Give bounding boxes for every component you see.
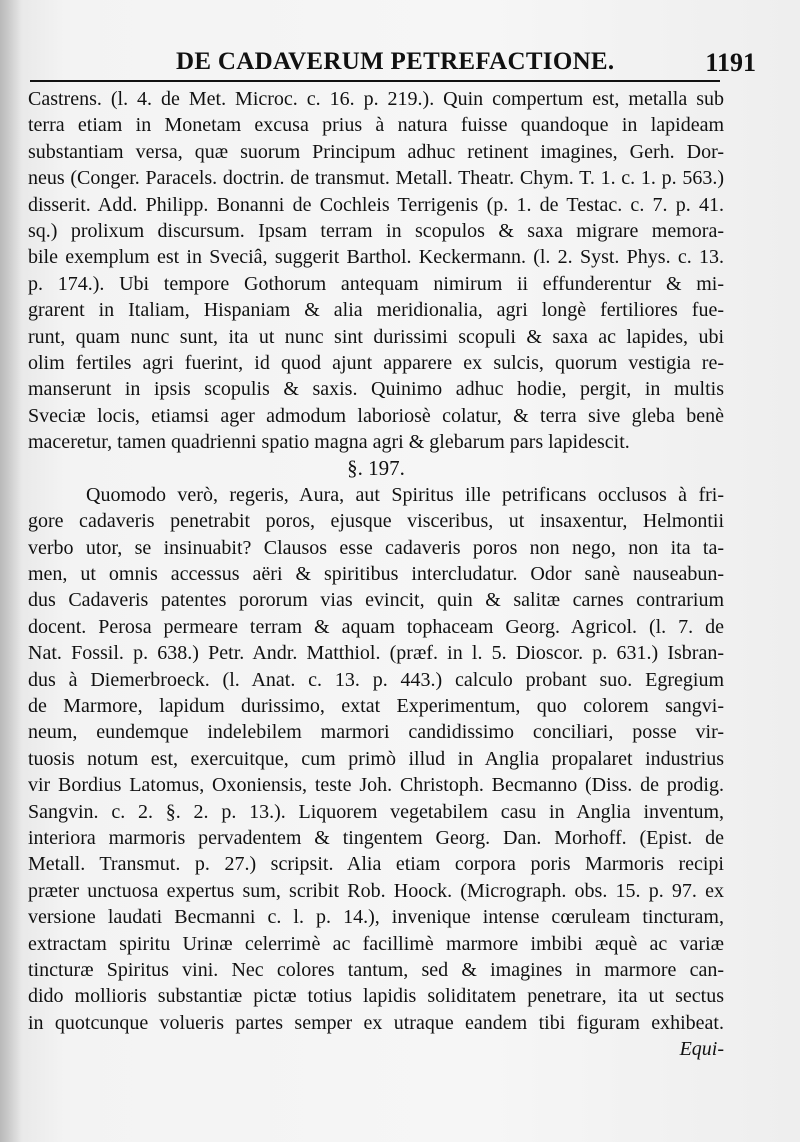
text-line: neus (Conger. Paracels. doctrin. de transmut. Metall. Theatr. Chym. T. 1. c. 1. p. 563.) [28,167,724,190]
text-line: Metall. Transmut. p. 27.) scripsit. Alia etiam corpora poris Marmoris recipi [28,853,724,876]
text-line: manserunt in ipsis scopulis & saxis. Quinimo adhuc hodie, pergit, in multis [28,378,724,401]
text-line: docent. Perosa permeare terram & aquam tophaceam Georg. Agricol. (l. 7. de [28,615,724,638]
text-line: dus Cadaveris patentes pororum vias evincit, quin & salitæ carnes contrarium [28,589,724,612]
text-line: terra etiam in Monetam excusa prius à natura fuisse quandoque in lapideam [28,114,724,137]
text-line: grarent in Italiam, Hispaniam & alia meridionalia, agri longè fertiliores fue- [28,299,724,322]
text-line: vir Bordius Latomus, Oxoniensis, teste Joh. Christoph. Becmanno (Diss. de prodig. [28,774,724,797]
text-line: tuosis notum est, exercuitque, cum primò illud in Anglia propalaret industrius [28,747,724,770]
text-line: men, ut omnis accessus aëri & spiritibus intercludatur. Odor sanè nauseabun- [28,563,724,586]
text-line: versione laudati Becmanni c. l. p. 14.), invenique intense cœruleam tincturam, [28,906,724,929]
text-line: Quomodo verò, regeris, Aura, aut Spiritus ille petrificans occlusos à fri- [86,483,724,506]
text-line: extractam spiritu Urinæ celerrimè ac facillimè marmore imbibi æquè ac variæ [28,932,724,955]
text-line: substantiam versa, quæ suorum Principum adhuc retinent imagines, Gerh. Dor- [28,140,724,163]
text-line: dus à Diemerbroeck. (l. Anat. c. 13. p. 443.) calculo probant suo. Egregium [28,668,724,691]
text-line: Nat. Fossil. p. 638.) Petr. Andr. Matthiol. (præf. in l. 5. Dioscor. p. 631.) Isbran- [28,642,724,665]
text-line: olim fertiles agri fuerint, id quod ajunt apparere ex sulcis, quorum vestigia re- [28,351,724,374]
text-line: Sangvin. c. 2. §. 2. p. 13.). Liquorem vegetabilem casu in Anglia inventum, [28,800,724,823]
text-line: tincturæ Spiritus vini. Nec colores tantum, sed & imagines in marmore can- [28,958,724,981]
text-line: neum, eundemque indelebilem marmori candidissimo conciliari, posse vir- [28,721,724,744]
text-line: interiora marmoris pervadentem & tingentem Georg. Dan. Morhoff. (Epist. de [28,826,724,849]
text-line: dido mollioris substantiæ pictæ totius lapidis soliditatem penetrare, ita ut sectus [28,985,724,1008]
text-line: disserit. Add. Philipp. Bonanni de Cochleis Terrigenis (p. 1. de Testac. c. 7. p. 41. [28,193,724,216]
running-head: DE CADAVERUM PETREFACTIONE. [176,48,615,75]
section-heading: §. 197. [347,456,405,481]
text-body [28,86,724,1062]
text-line: verbo utor, se insinuabit? Clausos esse cadaveris poros non nego, non ita ta- [28,536,724,559]
gutter-shadow [0,0,22,1142]
text-line: in quotcunque volueris partes semper ex utraque eandem tibi figuram exhibeat. [28,1011,724,1034]
text-line: gore cadaveris penetrabit poros, ejusque visceribus, ut insaxentur, Helmontii [28,510,724,533]
text-line: maceretur, tamen quadrienni spatio magna agri & glebarum pars lapidescit. [28,431,630,454]
page-header [40,44,760,80]
text-line: præter unctuosa expertus sum, scribit Rob. Hoock. (Micrograph. obs. 15. p. 97. ex [28,879,724,902]
text-line: Sveciæ locis, etiamsi ager admodum laboriosè colatur, & terra sive gleba benè [28,404,724,427]
text-line: de Marmore, lapidum durissimo, extat Experimentum, quo colorem sangvi- [28,694,724,717]
page-number: 1191 [705,48,756,77]
text-line: sq.) prolixum discursum. Ipsam terram in scopulos & saxa migrare memora- [28,219,724,242]
text-line: bile exemplum est in Sveciâ, suggerit Barthol. Keckermann. (l. 2. Syst. Phys. c. 13. [28,246,724,269]
text-line: runt, quam nunc sunt, ita ut nunc sint durissimi scopuli & saxa ac lapides, ubi [28,325,724,348]
catchword: Equi- [679,1038,724,1061]
text-line: Castrens. (l. 4. de Met. Microc. c. 16. p. 219.). Quin compertum est, metalla sub [28,88,724,110]
text-line: p. 174.). Ubi tempore Gothorum antequam nimirum ii effunderentur & mi- [28,272,724,295]
header-rule [30,80,720,82]
